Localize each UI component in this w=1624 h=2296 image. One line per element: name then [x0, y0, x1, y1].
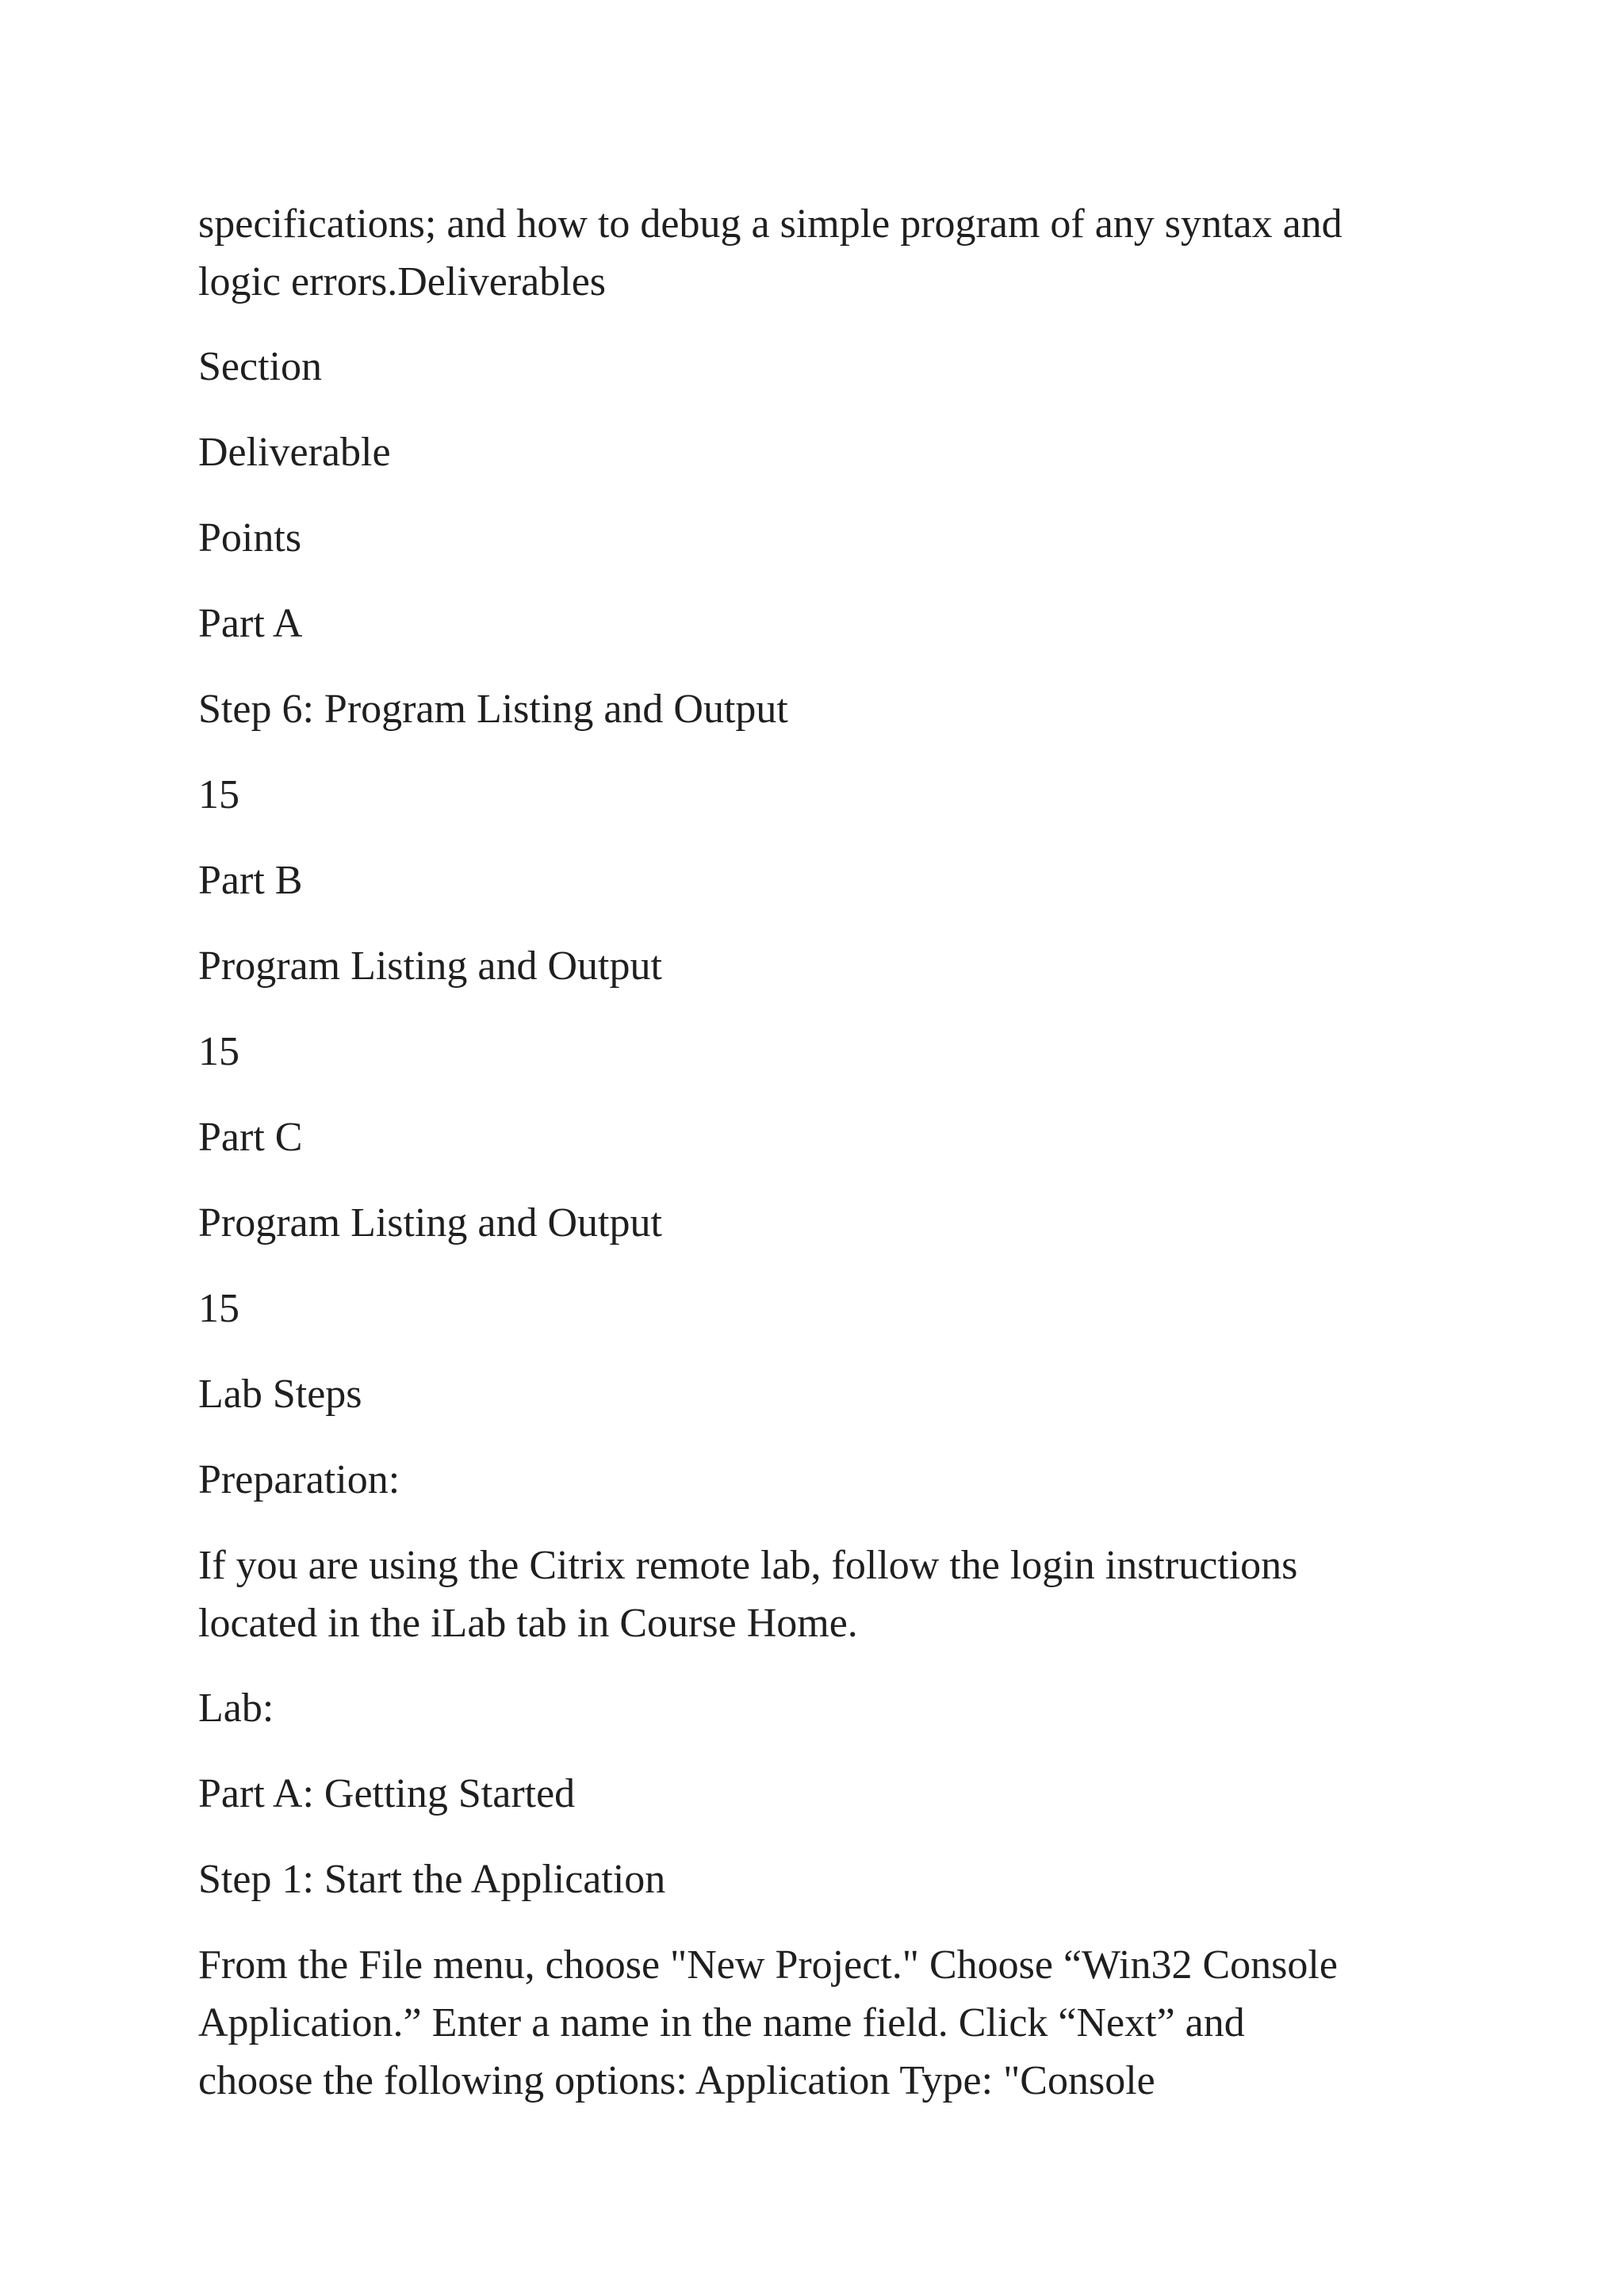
paragraph-line: logic errors.Deliverables — [198, 259, 607, 304]
table-cell-points-a — [198, 766, 1435, 824]
heading-lab-steps — [198, 1365, 1435, 1423]
paragraph-line: Points — [198, 515, 302, 561]
paragraph-line: Section — [198, 344, 322, 389]
paragraph-line: Deliverable — [198, 430, 391, 475]
paragraph-line: Program Listing and Output — [198, 1200, 662, 1246]
paragraph-file-menu — [198, 1936, 1435, 2110]
table-header-points — [198, 509, 1435, 567]
paragraph-line: 15 — [198, 772, 239, 817]
paragraph-line: If you are using the Citrix remote lab, follow the login instructions — [198, 1543, 1298, 1588]
paragraph-intro — [198, 195, 1435, 311]
paragraph-line: 15 — [198, 1029, 239, 1074]
paragraph-line: Part B — [198, 858, 303, 903]
paragraph-line: Part A — [198, 601, 303, 646]
paragraph-line: Part A: Getting Started — [198, 1771, 576, 1816]
paragraph-line: From the File menu, choose "New Project." Choose “Win32 Console — [198, 1942, 1338, 1988]
paragraph-line: Step 6: Program Listing and Output — [198, 687, 788, 732]
table-cell-part-c — [198, 1108, 1435, 1166]
heading-step-1 — [198, 1850, 1435, 1908]
heading-lab — [198, 1679, 1435, 1737]
table-cell-deliverable-b — [198, 937, 1435, 995]
paragraph-line: Application.” Enter a name in the name field. Click “Next” and — [198, 2000, 1245, 2045]
paragraph-line: Lab: — [198, 1686, 274, 1731]
paragraph-line: Preparation: — [198, 1457, 400, 1502]
table-cell-deliverable-a — [198, 680, 1435, 738]
table-header-deliverable — [198, 423, 1435, 481]
paragraph-line: specifications; and how to debug a simple program of any syntax and — [198, 201, 1342, 247]
heading-part-a-getting-started — [198, 1765, 1435, 1823]
paragraph-line: 15 — [198, 1286, 239, 1331]
paragraph-line: Program Listing and Output — [198, 943, 662, 989]
paragraph-line: Step 1: Start the Application — [198, 1857, 666, 1902]
table-cell-deliverable-c — [198, 1194, 1435, 1252]
table-header-section — [198, 338, 1435, 396]
paragraph-line: Lab Steps — [198, 1372, 362, 1417]
heading-preparation — [198, 1451, 1435, 1509]
paragraph-citrix — [198, 1536, 1435, 1652]
table-cell-part-a — [198, 595, 1435, 652]
table-cell-points-b — [198, 1023, 1435, 1081]
paragraph-line: choose the following options: Application Type: "Console — [198, 2058, 1155, 2103]
paragraph-line: located in the iLab tab in Course Home. — [198, 1601, 858, 1646]
paragraph-line: Part C — [198, 1115, 303, 1160]
table-cell-part-b — [198, 851, 1435, 909]
table-cell-points-c — [198, 1280, 1435, 1337]
